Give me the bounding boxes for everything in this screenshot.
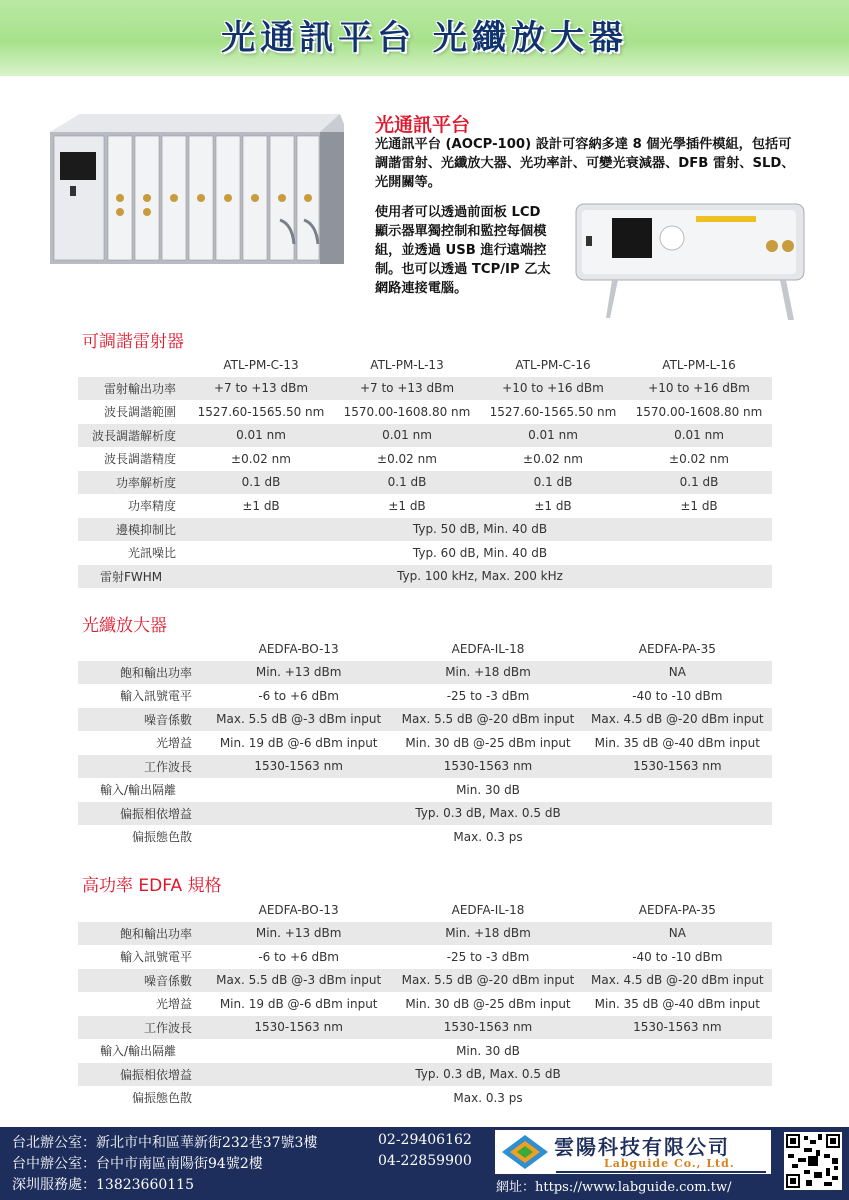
spec-value: +10 to +16 dBm (626, 377, 772, 401)
shenzhen-office: 深圳服務處：13823660115 (12, 1177, 194, 1193)
spec-label: 工作波長 (78, 1016, 204, 1040)
spec-value: ±0.02 nm (334, 447, 480, 471)
table-row (78, 1039, 772, 1063)
table-header-row (78, 353, 772, 377)
spec-value: Max. 4.5 dB @-20 dBm input (583, 969, 772, 993)
table-row (78, 825, 772, 849)
qr-code-icon[interactable] (784, 1132, 842, 1190)
taichung-address: 台中辦公室：台中市南區南陽街94號2樓 (12, 1156, 263, 1172)
spec-value: 1570.00-1608.80 nm (626, 400, 772, 424)
model-header: AEDFA-IL-18 (393, 898, 582, 922)
table-row (78, 802, 772, 826)
table-row (78, 494, 772, 518)
spec-value: ±0.02 nm (480, 447, 626, 471)
spec-value: ±0.02 nm (626, 447, 772, 471)
laser-section-title: 可調諧雷射器 (82, 332, 184, 352)
taichung-phone: 04-22859900 (378, 1153, 472, 1169)
spec-value: Max. 5.5 dB @-20 dBm input (393, 708, 582, 732)
website-link[interactable]: 網址：https://www.labguide.com.tw/ (496, 1180, 732, 1195)
laser-spec-table (78, 353, 772, 588)
spec-value: 0.1 dB (188, 471, 334, 495)
spec-value-merged: Typ. 0.3 dB, Max. 0.5 dB (204, 802, 772, 826)
page-title: 光通訊平台 光纖放大器 (221, 18, 628, 58)
header-blank-cell (78, 353, 188, 377)
model-header: ATL-PM-L-13 (334, 353, 480, 377)
spec-label: 輸入訊號電平 (78, 684, 204, 708)
spec-value-merged: Min. 30 dB (204, 778, 772, 802)
spec-label: 飽和輸出功率 (78, 661, 204, 685)
labguide-logo-icon (500, 1133, 550, 1171)
spec-value: +7 to +13 dBm (188, 377, 334, 401)
spec-value: Max. 5.5 dB @-3 dBm input (204, 708, 393, 732)
spec-value: -25 to -3 dBm (393, 945, 582, 969)
spec-value: Max. 5.5 dB @-20 dBm input (393, 969, 582, 993)
spec-value-merged: Typ. 60 dB, Min. 40 dB (188, 541, 772, 565)
spec-value: Min. 30 dB @-25 dBm input (393, 992, 582, 1016)
spec-label: 波長調諧解析度 (78, 424, 188, 448)
spec-label: 噪音係數 (78, 708, 204, 732)
spec-label: 偏振態色散 (78, 1086, 204, 1110)
spec-value: -25 to -3 dBm (393, 684, 582, 708)
desktop-amplifier-image (572, 196, 808, 326)
spec-label: 雷射輸出功率 (78, 377, 188, 401)
taipei-office (12, 1132, 472, 1152)
spec-value: Min. +18 dBm (393, 922, 582, 946)
table-header-row (78, 898, 772, 922)
spec-value: Min. 30 dB @-25 dBm input (393, 731, 582, 755)
spec-value-merged: Max. 0.3 ps (204, 1086, 772, 1110)
spec-value: Min. +13 dBm (204, 661, 393, 685)
model-header: ATL-PM-C-13 (188, 353, 334, 377)
spec-value: Min. 19 dB @-6 dBm input (204, 731, 393, 755)
spec-label: 飽和輸出功率 (78, 922, 204, 946)
table-row (78, 377, 772, 401)
table-row (78, 518, 772, 542)
spec-label: 功率精度 (78, 494, 188, 518)
table-row (78, 969, 772, 993)
header-blank-cell (78, 637, 204, 661)
spec-value-merged: Typ. 100 kHz, Max. 200 kHz (188, 565, 772, 589)
spec-value: 1527.60-1565.50 nm (188, 400, 334, 424)
spec-value: Min. 19 dB @-6 dBm input (204, 992, 393, 1016)
table-row (78, 684, 772, 708)
spec-value: 0.1 dB (480, 471, 626, 495)
header-blank-cell (78, 898, 204, 922)
highpower-section-title: 高功率 EDFA 規格 (82, 876, 222, 896)
model-header: AEDFA-PA-35 (583, 637, 772, 661)
spec-value: Min. 35 dB @-40 dBm input (583, 992, 772, 1016)
taichung-office (12, 1153, 472, 1173)
spec-value: Min. 35 dB @-40 dBm input (583, 731, 772, 755)
amplifier-section-title: 光纖放大器 (82, 616, 167, 636)
table-row (78, 400, 772, 424)
spec-value-merged: Typ. 0.3 dB, Max. 0.5 dB (204, 1063, 772, 1087)
spec-label: 偏振相依增益 (78, 802, 204, 826)
spec-value: -6 to +6 dBm (204, 684, 393, 708)
spec-value: 1530-1563 nm (393, 1016, 582, 1040)
spec-label: 輸入訊號電平 (78, 945, 204, 969)
table-row (78, 424, 772, 448)
spec-value-merged: Min. 30 dB (204, 1039, 772, 1063)
table-row (78, 992, 772, 1016)
spec-label: 邊模抑制比 (78, 518, 188, 542)
spec-value: Max. 4.5 dB @-20 dBm input (583, 708, 772, 732)
spec-label: 光訊噪比 (78, 541, 188, 565)
spec-label: 波長調諧範圍 (78, 400, 188, 424)
spec-value: 0.01 nm (626, 424, 772, 448)
spec-label: 偏振相依增益 (78, 1063, 204, 1087)
spec-value-merged: Max. 0.3 ps (204, 825, 772, 849)
spec-value: 0.1 dB (626, 471, 772, 495)
spec-value: 0.01 nm (480, 424, 626, 448)
spec-label: 光增益 (78, 731, 204, 755)
spec-value: 1530-1563 nm (583, 755, 772, 779)
spec-value: 1530-1563 nm (583, 1016, 772, 1040)
spec-value: 0.1 dB (334, 471, 480, 495)
spec-value: 1530-1563 nm (393, 755, 582, 779)
table-row (78, 661, 772, 685)
intro-paragraph-1: 光通訊平台 (AOCP-100) 設計可容納多達 8 個光學插件模組，包括可調諧雷射、光纖放大器、光功率計、可變光衰減器、DFB 雷射、SLD、光開關等。 (375, 137, 795, 190)
table-row (78, 565, 772, 589)
model-header: AEDFA-IL-18 (393, 637, 582, 661)
spec-value: ±0.02 nm (188, 447, 334, 471)
spec-label: 工作波長 (78, 755, 204, 779)
spec-value: -40 to -10 dBm (583, 684, 772, 708)
spec-value: ±1 dB (188, 494, 334, 518)
spec-value-merged: Typ. 50 dB, Min. 40 dB (188, 518, 772, 542)
table-row (78, 755, 772, 779)
table-row (78, 922, 772, 946)
spec-value: Min. +13 dBm (204, 922, 393, 946)
table-row (78, 708, 772, 732)
model-header: AEDFA-BO-13 (204, 898, 393, 922)
model-header: AEDFA-PA-35 (583, 898, 772, 922)
spec-value: 1570.00-1608.80 nm (334, 400, 480, 424)
spec-label: 功率解析度 (78, 471, 188, 495)
spec-value: -40 to -10 dBm (583, 945, 772, 969)
table-header-row (78, 637, 772, 661)
spec-value: 0.01 nm (334, 424, 480, 448)
company-name-en: Labguide Co., Ltd. (604, 1157, 735, 1170)
model-header: ATL-PM-L-16 (626, 353, 772, 377)
spec-label: 光增益 (78, 992, 204, 1016)
spec-value: 1530-1563 nm (204, 755, 393, 779)
title-banner (0, 0, 849, 76)
table-row (78, 1086, 772, 1110)
intro-paragraph-2: 使用者可以透過前面板 LCD 顯示器單獨控制和監控每個模組，並透過 USB 進行遠端控制。也可以透過 TCP/IP 乙太網路連接電腦。 (375, 205, 551, 296)
table-row (78, 541, 772, 565)
spec-value: 1530-1563 nm (204, 1016, 393, 1040)
spec-label: 輸入/輸出隔離 (78, 778, 204, 802)
spec-label: 波長調諧精度 (78, 447, 188, 471)
spec-value: ±1 dB (480, 494, 626, 518)
brand-underline (556, 1171, 766, 1173)
table-row (78, 731, 772, 755)
table-row (78, 778, 772, 802)
spec-value: +7 to +13 dBm (334, 377, 480, 401)
model-header: AEDFA-BO-13 (204, 637, 393, 661)
table-row (78, 1016, 772, 1040)
intro-title: 光通訊平台 (375, 114, 471, 136)
table-row (78, 471, 772, 495)
spec-value: NA (583, 661, 772, 685)
table-row (78, 1063, 772, 1087)
spec-value: ±1 dB (626, 494, 772, 518)
model-header: ATL-PM-C-16 (480, 353, 626, 377)
company-name: 雲陽科技有限公司 (554, 1135, 730, 1159)
spec-value: NA (583, 922, 772, 946)
spec-label: 雷射FWHM (78, 565, 188, 589)
spec-value: +10 to +16 dBm (480, 377, 626, 401)
spec-value: 0.01 nm (188, 424, 334, 448)
spec-label: 輸入/輸出隔離 (78, 1039, 204, 1063)
spec-value: -6 to +6 dBm (204, 945, 393, 969)
spec-label: 噪音係數 (78, 969, 204, 993)
spec-value: Min. +18 dBm (393, 661, 582, 685)
taipei-address: 台北辦公室：新北市中和區華新街232巷37號3樓 (12, 1135, 318, 1151)
table-row (78, 945, 772, 969)
spec-value: 1527.60-1565.50 nm (480, 400, 626, 424)
spec-value: Max. 5.5 dB @-3 dBm input (204, 969, 393, 993)
taipei-phone: 02-29406162 (378, 1132, 472, 1148)
spec-value: ±1 dB (334, 494, 480, 518)
aocp-rack-image (40, 112, 352, 272)
amplifier-spec-table (78, 637, 772, 849)
highpower-spec-table (78, 898, 772, 1110)
table-row (78, 447, 772, 471)
spec-label: 偏振態色散 (78, 825, 204, 849)
